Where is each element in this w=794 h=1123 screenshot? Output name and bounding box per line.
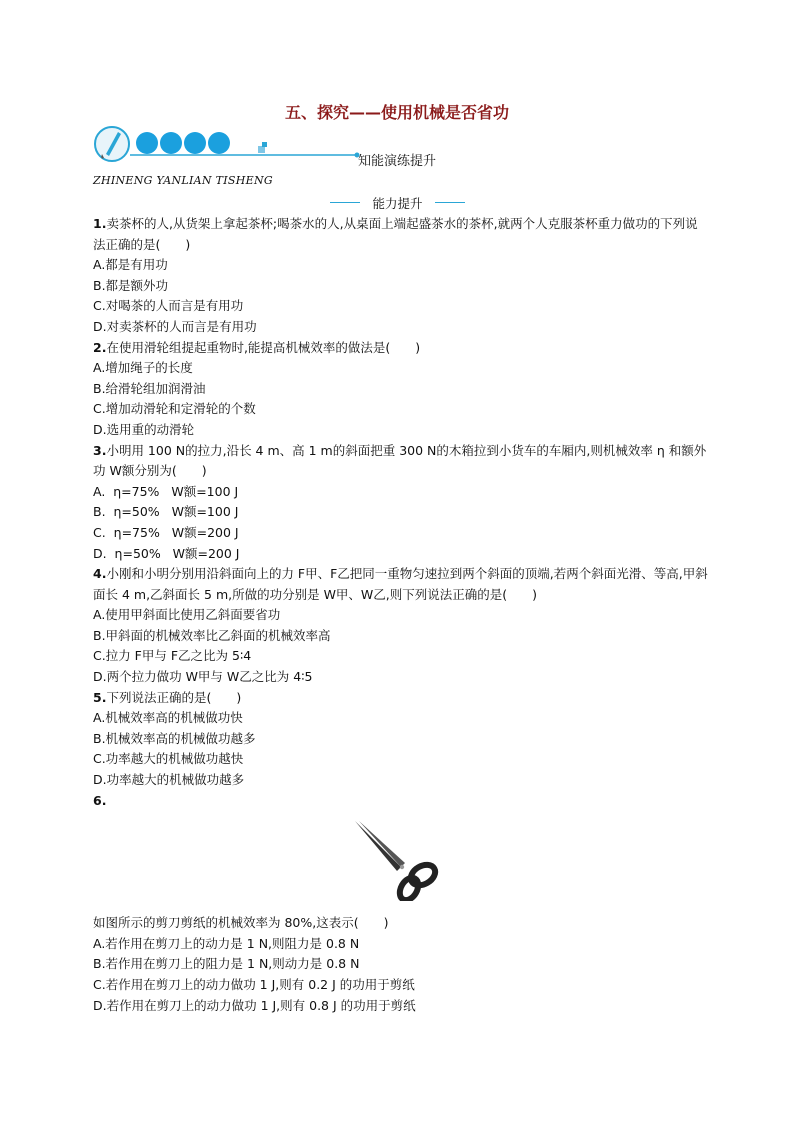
question-number: 6. bbox=[93, 792, 107, 808]
option: D. η=50% W额=200 J bbox=[93, 545, 240, 561]
question-number: 2. bbox=[93, 339, 107, 355]
option: D.选用重的动滑轮 bbox=[93, 421, 195, 437]
banner-pinyin: ZHINENG YANLIAN TISHENG bbox=[93, 174, 273, 187]
divider bbox=[330, 202, 360, 203]
option: C.若作用在剪刀上的动力做功 1 J,则有 0.2 J 的功用于剪纸 bbox=[93, 977, 415, 992]
question-text: 如图所示的剪刀剪纸的机械效率为 80%,这表示( ) bbox=[93, 915, 389, 931]
question-stem bbox=[93, 338, 708, 359]
option: D.功率越大的机械做功越多 bbox=[93, 772, 245, 788]
banner-label: 知能演练提升 bbox=[358, 154, 437, 169]
option: D.两个拉力做功 W甲与 W乙之比为 4∶5 bbox=[93, 669, 313, 685]
section-heading bbox=[330, 194, 465, 212]
question-stem bbox=[93, 214, 708, 255]
question-stem bbox=[93, 441, 708, 482]
question-text: 小刚和小明分别用沿斜面向上的力 F甲、F乙把同一重物匀速拉到两个斜面的顶端,若两个斜面光滑、等高,甲斜面长 4 m,乙斜面长 5 m,所做的功分别是 W甲、W乙,则下列说法正确的是( ) bbox=[93, 566, 708, 602]
option: C.对喝茶的人而言是有用功 bbox=[93, 298, 244, 314]
question-text: 小明用 100 N的拉力,沿长 4 m、高 1 m的斜面把重 300 N的木箱拉到小货车的车厢内,则机械效率 η 和额外功 W额分别为( ) bbox=[93, 442, 707, 479]
option: A.增加绳子的长度 bbox=[93, 360, 193, 376]
option: C.拉力 F甲与 F乙之比为 5∶4 bbox=[93, 648, 252, 664]
question-text: 下列说法正确的是( ) bbox=[106, 689, 242, 705]
question-list bbox=[93, 214, 708, 1016]
option: B.都是额外功 bbox=[93, 277, 169, 293]
question-stem bbox=[93, 913, 708, 934]
question-number: 3. bbox=[93, 442, 107, 458]
option: B.给滑轮组加润滑油 bbox=[93, 380, 206, 396]
question-stem bbox=[93, 564, 708, 605]
option: C.功率越大的机械做功越快 bbox=[93, 751, 244, 767]
question-number: 4. bbox=[93, 566, 107, 582]
option: A.使用甲斜面比使用乙斜面要省功 bbox=[93, 607, 281, 623]
option: B.机械效率高的机械做功越多 bbox=[93, 730, 256, 746]
question-text: 卖茶杯的人,从货架上拿起茶杯;喝茶水的人,从桌面上端起盛茶水的茶杯,就两个人克服茶杯重力做功的下列说法正确的是( ) bbox=[93, 216, 698, 252]
question-number: 5. bbox=[93, 689, 107, 705]
page-title: 五、探究——使用机械是否省功 bbox=[284, 103, 509, 122]
option: C.增加动滑轮和定滑轮的个数 bbox=[93, 401, 256, 417]
section-title: 能力提升 bbox=[372, 196, 423, 211]
question-stem bbox=[93, 688, 708, 709]
option: A.若作用在剪刀上的动力是 1 N,则阻力是 0.8 N bbox=[93, 935, 360, 951]
option: D.若作用在剪刀上的动力做功 1 J,则有 0.8 J 的功用于剪纸 bbox=[93, 997, 416, 1013]
option: A.机械效率高的机械做功快 bbox=[93, 710, 243, 726]
option: C. η=75% W额=200 J bbox=[93, 524, 239, 540]
divider bbox=[435, 202, 465, 203]
option: D.对卖茶杯的人而言是有用功 bbox=[93, 318, 257, 334]
option: B.甲斜面的机械效率比乙斜面的机械效率高 bbox=[93, 627, 331, 643]
option: B.若作用在剪刀上的阻力是 1 N,则动力是 0.8 N bbox=[93, 956, 360, 972]
scissors-figure bbox=[353, 819, 443, 901]
option: A.都是有用功 bbox=[93, 257, 168, 273]
option: A. η=75% W额=100 J bbox=[93, 483, 239, 499]
question-text: 在使用滑轮组提起重物时,能提高机械效率的做法是( ) bbox=[106, 339, 421, 355]
question-number-line bbox=[93, 791, 708, 812]
question-number: 1. bbox=[93, 216, 107, 231]
option: B. η=50% W额=100 J bbox=[93, 504, 239, 520]
figure-area bbox=[93, 811, 708, 913]
